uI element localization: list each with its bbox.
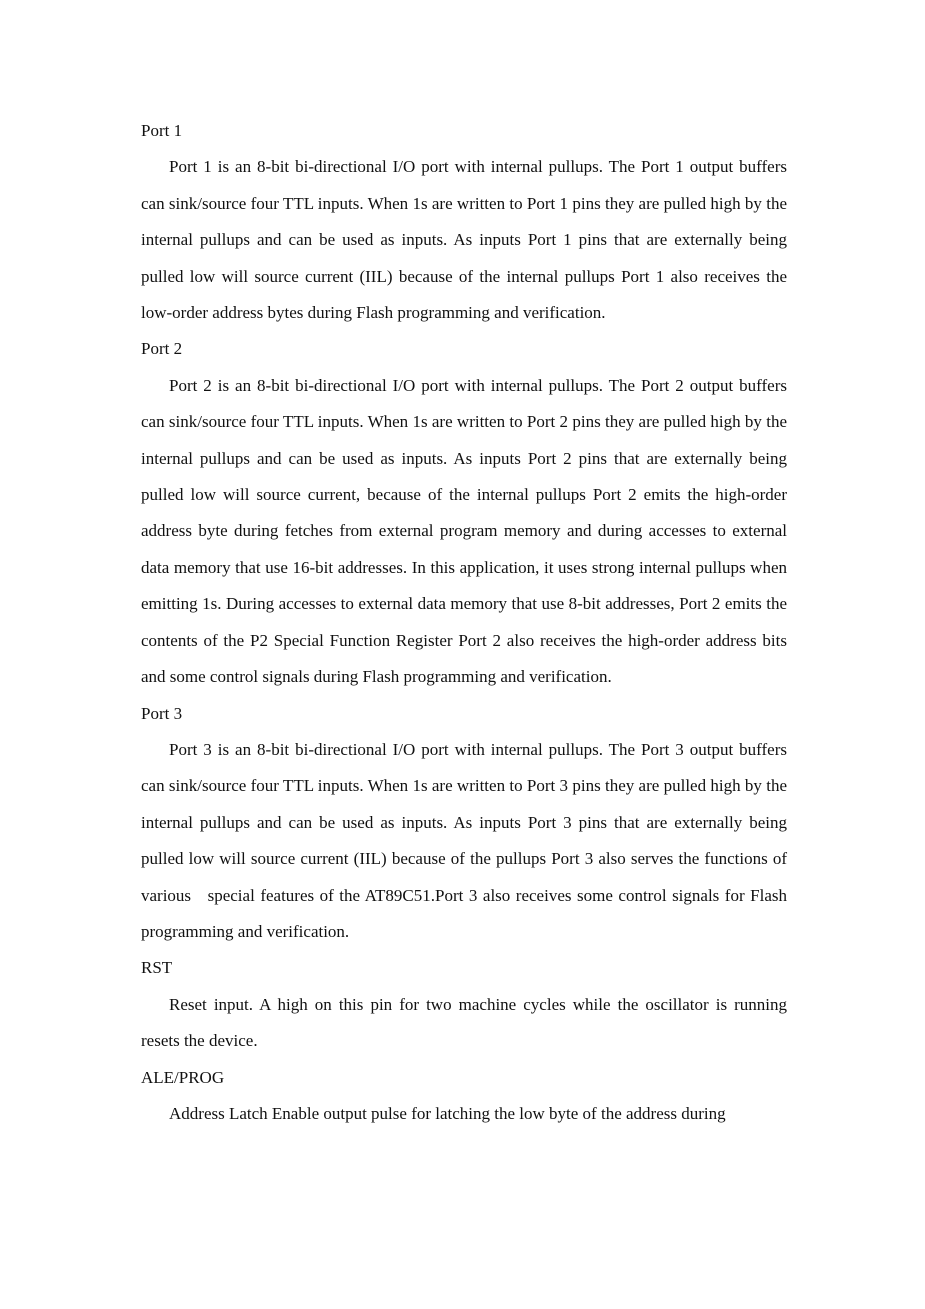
section-port-2 [141,331,792,695]
section-port-3 [141,696,792,951]
section-paragraph-port-3: Port 3 is an 8-bit bi-directional I/O port with internal pullups. The Port 3 output buffers can sink/source four TTL inputs. When 1s are written to Port 3 pins they are pulled high by the internal pullups and can be used as inputs. As inputs Port 3 pins that are externally being pulled low will source current (IIL) because of the pullups Port 3 also serves the functions of various special features of the AT89C51.Port 3 also receives some control signals for Flash programming and verification. [141,739,792,941]
section-heading-rst: RST [141,958,173,978]
section-paragraph-port-1: Port 1 is an 8-bit bi-directional I/O port with internal pullups. The Port 1 output buffers can sink/source four TTL inputs. When 1s are written to Port 1 pins they are pulled high by the internal pullups and can be used as inputs. As inputs Port 1 pins that are externally being pulled low will source current (IIL) because of the internal pullups Port 1 also receives the low-order address bytes during Flash programming and verification. [141,157,792,323]
section-port-1 [141,113,792,331]
section-paragraph-port-2: Port 2 is an 8-bit bi-directional I/O port with internal pullups. The Port 2 output buffers can sink/source four TTL inputs. When 1s are written to Port 2 pins they are pulled high by the internal pullups and can be used as inputs. As inputs Port 2 pins that are externally being pulled low will source current, because of the internal pullups Port 2 emits the high-order address byte during fetches from external program memory and during accesses to external data memory that use 16-bit addresses. In this application, it uses strong internal pullups when emitting 1s. During accesses to external data memory that use 8-bit addresses, Port 2 emits the contents of the P2 Special Function Register Port 2 also receives the high-order address bits and some control signals during Flash programming and verification. [141,375,792,687]
document-body [141,113,792,1132]
section-heading-port-1: Port 1 [141,121,183,140]
section-ale-prog [141,1060,787,1133]
section-rst [141,950,792,1059]
section-heading-port-2: Port 2 [141,339,183,359]
section-paragraph-ale-prog: Address Latch Enable output pulse for latching the low byte of the address during [169,1103,726,1123]
section-paragraph-rst: Reset input. A high on this pin for two machine cycles while the oscillator is running resets the device. [141,994,792,1051]
section-heading-port-3: Port 3 [141,703,183,723]
section-heading-ale-prog: ALE/PROG [141,1067,225,1087]
